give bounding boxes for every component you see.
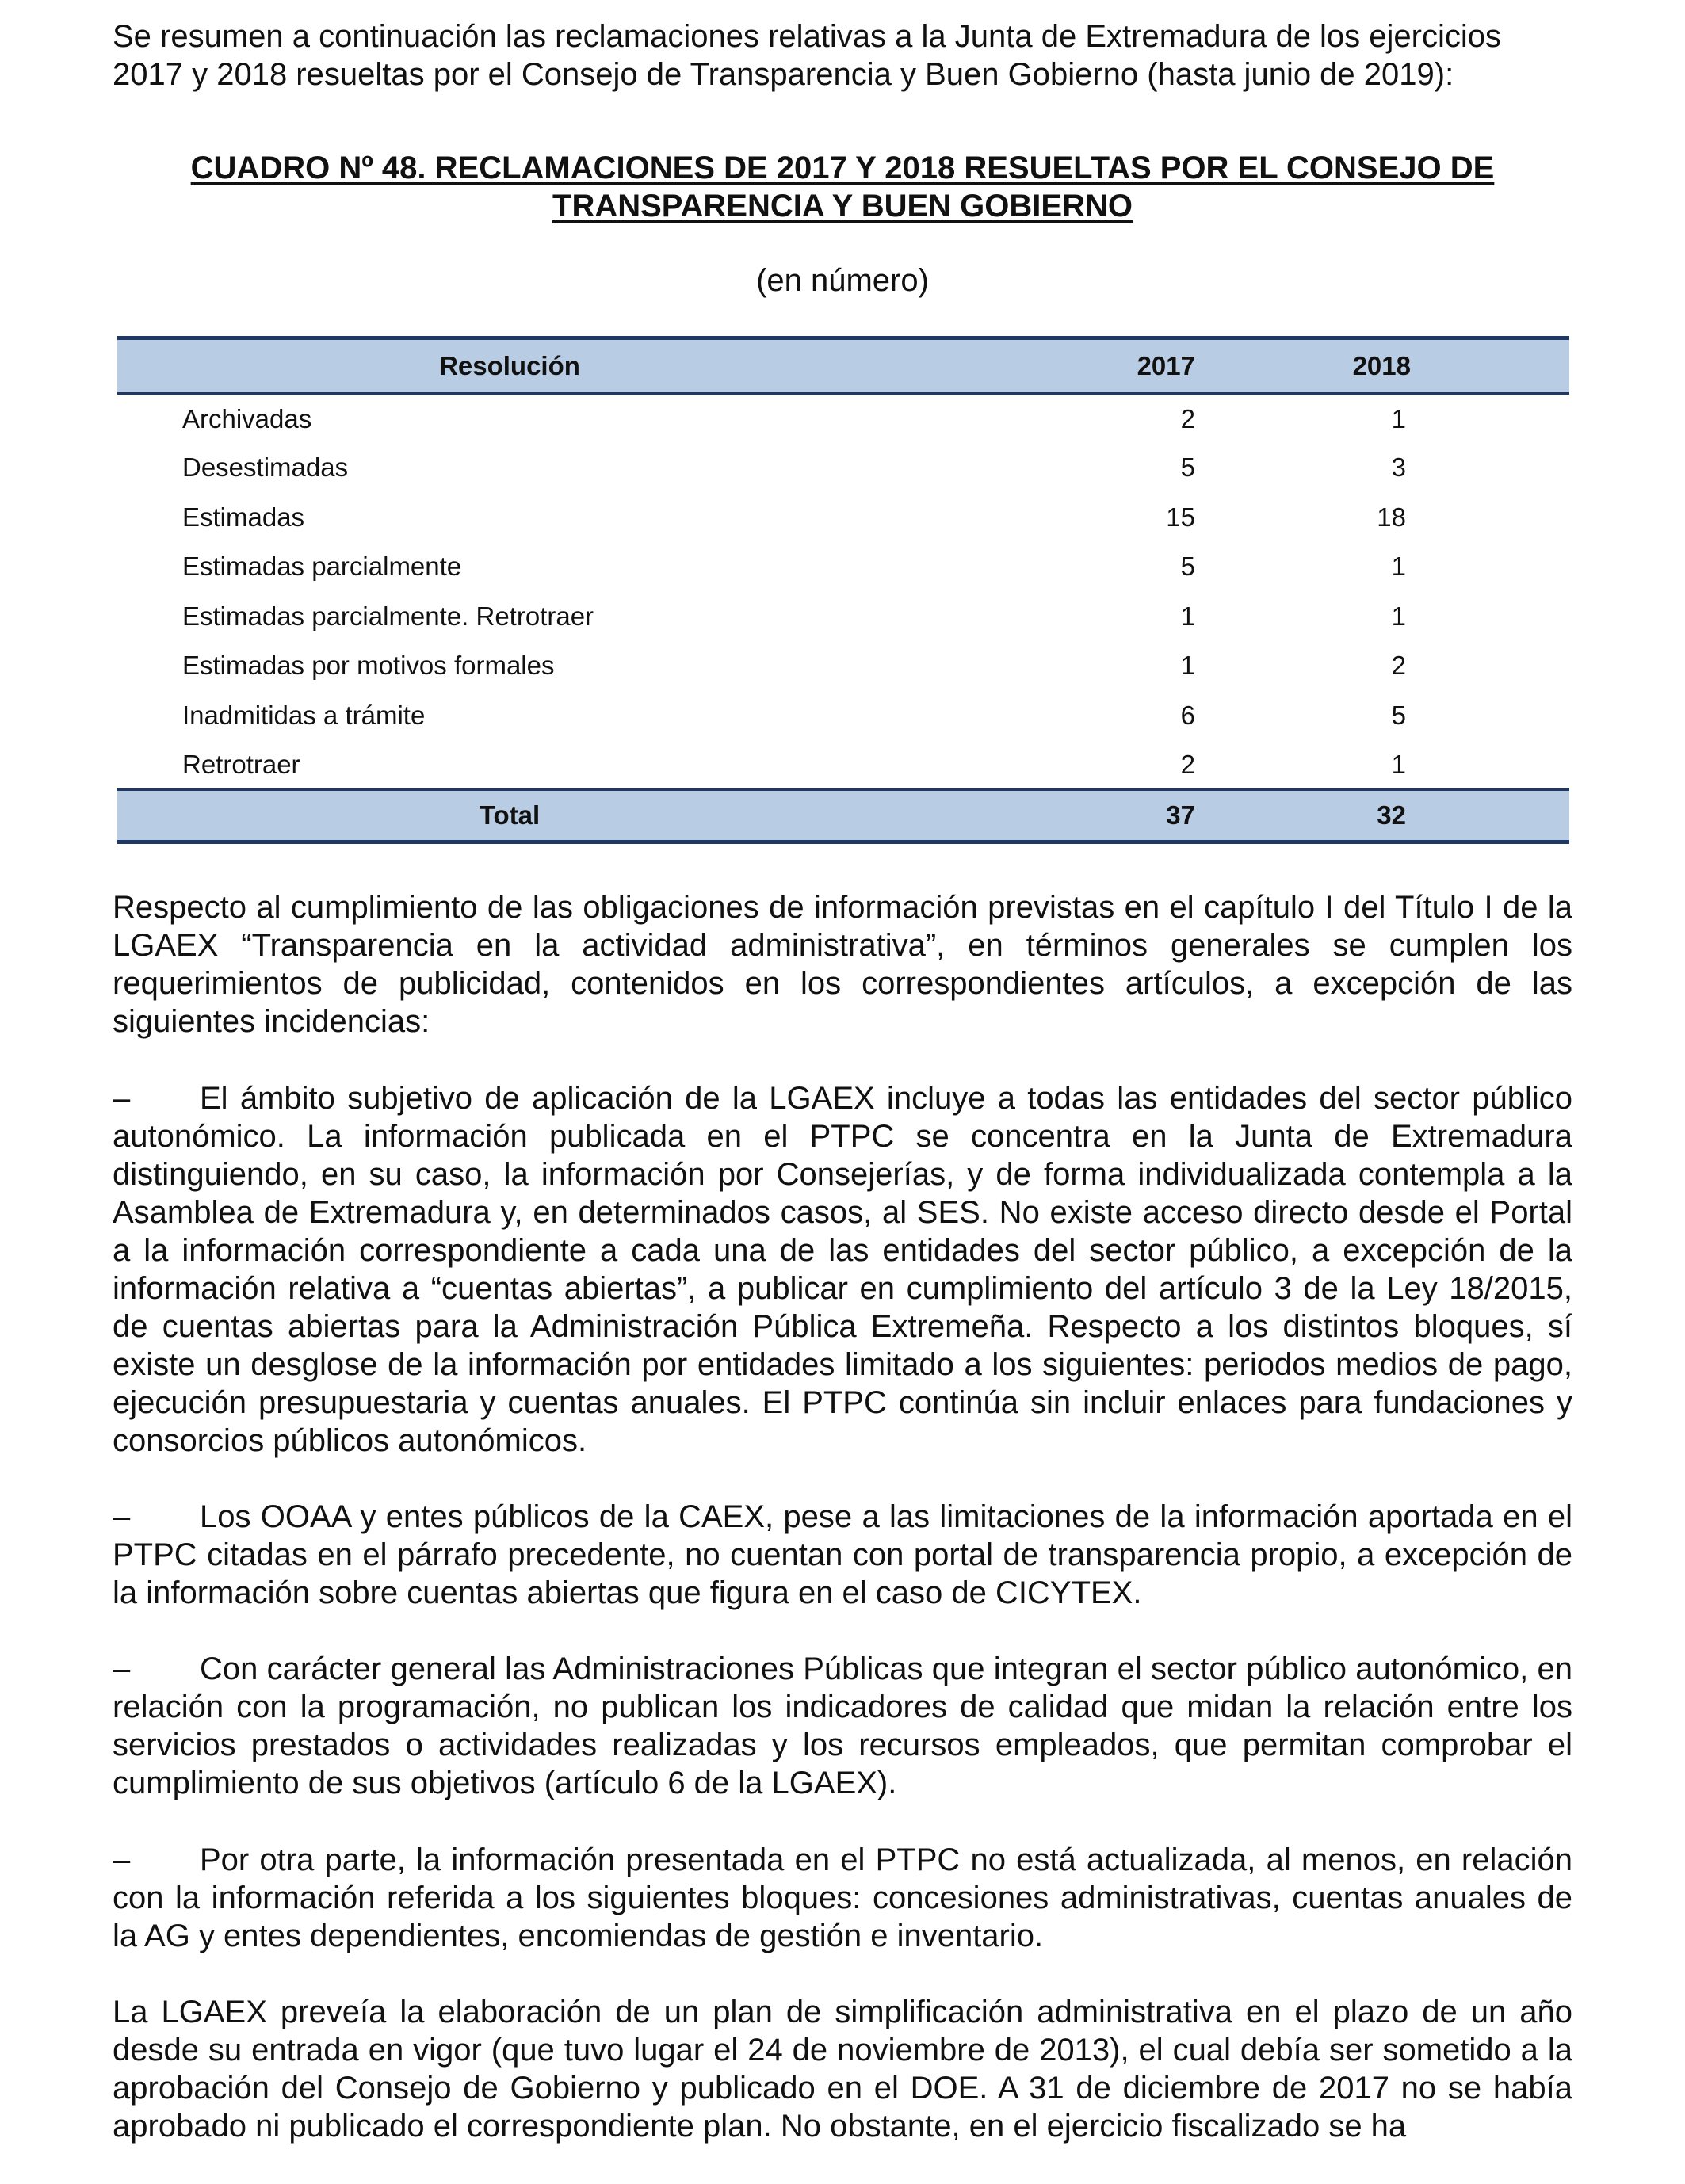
bullet-dash: –	[113, 1842, 131, 1877]
paragraph-text: La LGAEX preveía la elaboración de un plan de simplificación administrativa en el plazo de un año desde su entrada en vigor (que tuvo lugar el 24 de noviembre de 2013), el cual debía ser sometido a la aprobación del Consejo de Gobierno y publicado en el DOE. A 31 de diciembre de 2017 no se había aprobado ni publicado el correspondiente plan. No obstante, en el ejercicio fiscalizado se ha	[113, 1995, 1572, 2144]
row-label: Inadmitidas a trámite	[182, 700, 426, 730]
table-row	[117, 493, 1569, 543]
row-label: Estimadas	[182, 502, 305, 532]
row-value-2017: 2	[1180, 403, 1195, 433]
table-row	[117, 691, 1569, 741]
claims-table	[117, 336, 1569, 844]
bullet-item	[113, 1841, 1572, 1955]
row-value-2018: 1	[1391, 601, 1406, 631]
row-value-2018: 3	[1391, 452, 1406, 483]
bullet-dash: –	[113, 1651, 131, 1686]
bullet-text: Los OOAA y entes públicos de la CAEX, pese a las limitaciones de la información aportada en el PTPC citadas en el párrafo precedente, no cuentan con portal de transparencia propio, a excepción de la información sobre cuentas abiertas que figura en el caso de CICYTEX.	[113, 1499, 1572, 1610]
row-label: Desestimadas	[182, 452, 349, 483]
row-value-2018: 1	[1391, 403, 1406, 433]
bullet-text: El ámbito subjetivo de aplicación de la LGAEX incluye a todas las entidades del sector público autonómico. La información publicada en el PTPC se concentra en la Junta de Extremadura distinguiendo, en su caso, la información por Consejerías, y de forma individualizada contempla a la Asamblea de Extremadura y, en determinados casos, al SES. No existe acceso directo desde el Portal a la información correspondiente a cada una de las entidades del sector público, a excepción de la información relativa a “cuentas abiertas”, a publicar en cumplimiento del artículo 3 de la Ley 18/2015, de cuentas abiertas para la Administración Pública Extremeña. Respecto a los distintos bloques, sí existe un desglose de la información por entidades limitado a los siguientes: periodos medios de pago, ejecución presupuestaria y cuentas anuales. El PTPC continúa sin incluir enlaces para fundaciones y consorcios públicos autonómicos.	[113, 1081, 1572, 1458]
table-header-row	[117, 338, 1569, 394]
row-value-2018: 5	[1391, 700, 1406, 730]
bullet-item	[113, 1498, 1572, 1612]
row-value-2017: 1	[1180, 651, 1195, 681]
bullet-dash: –	[113, 1499, 131, 1534]
row-value-2018: 1	[1391, 749, 1406, 779]
row-label: Archivadas	[182, 403, 312, 433]
table-row	[117, 592, 1569, 642]
row-value-2018: 1	[1391, 552, 1406, 582]
table-title: CUADRO Nº 48. RECLAMACIONES DE 2017 Y 2018 RESUELTAS POR EL CONSEJO DE TRANSPARENCIA Y BUEN GOBIERNO	[190, 151, 1495, 223]
table-unit: (en número)	[756, 263, 929, 298]
row-label: Estimadas parcialmente	[182, 552, 462, 582]
row-value-2017: 2	[1180, 749, 1195, 779]
paragraph-obligations	[113, 888, 1572, 1040]
table-row	[117, 394, 1569, 444]
row-value-2017: 5	[1180, 552, 1195, 582]
row-label: Estimadas por motivos formales	[182, 651, 555, 681]
row-value-2017: 5	[1180, 452, 1195, 483]
row-value-2018: 2	[1391, 651, 1406, 681]
table-row	[117, 542, 1569, 592]
bullet-dash: –	[113, 1081, 131, 1116]
row-value-2017: 15	[1166, 502, 1195, 532]
bullet-item	[113, 1650, 1572, 1802]
header-resolucion: Resolución	[117, 338, 902, 394]
header-2017: 2017	[902, 338, 1219, 394]
bullet-text: Con carácter general las Administraciones Públicas que integran el sector público autonómico, en relación con la programación, no publican los indicadores de calidad que midan la relación entre los servicios prestados o actividades realizadas y los recursos empleados, que permitan comprobar el cumplimiento de sus objetivos (artículo 6 de la LGAEX).	[113, 1651, 1572, 1800]
paragraph-text: Respecto al cumplimiento de las obligaciones de información previstas en el capítulo I del Título I de la LGAEX “Transparencia en la actividad administrativa”, en términos generales se cumplen los requerimientos de publicidad, contenidos en los correspondientes artículos, a excepción de las siguientes incidencias:	[113, 890, 1572, 1039]
row-value-2018: 18	[1377, 502, 1406, 532]
row-label: Estimadas parcialmente. Retrotraer	[182, 601, 594, 631]
table-row	[117, 740, 1569, 790]
intro-paragraph: Se resumen a continuación las reclamaciones relativas a la Junta de Extremadura de los ejercicios 2017 y 2018 resueltas por el Consejo de Transparencia y Buen Gobierno (hasta junio de 2019):	[113, 19, 1502, 92]
table-row	[117, 641, 1569, 691]
total-value-2018: 32	[1219, 790, 1569, 842]
table-row	[117, 443, 1569, 493]
bullet-item	[113, 1079, 1572, 1460]
total-label: Total	[117, 790, 902, 842]
paragraph-simplification	[113, 1993, 1572, 2145]
bullet-text: Por otra parte, la información presentada en el PTPC no está actualizada, al menos, en relación con la información referida a los siguientes bloques: concesiones administrativas, cuentas anuales de la AG y entes dependientes, encomiendas de gestión e inventario.	[113, 1842, 1572, 1953]
header-2018: 2018	[1219, 338, 1569, 394]
table-total-row	[117, 790, 1569, 842]
row-value-2017: 1	[1180, 601, 1195, 631]
total-value-2017: 37	[902, 790, 1219, 842]
row-label: Retrotraer	[182, 749, 300, 779]
row-value-2017: 6	[1180, 700, 1195, 730]
